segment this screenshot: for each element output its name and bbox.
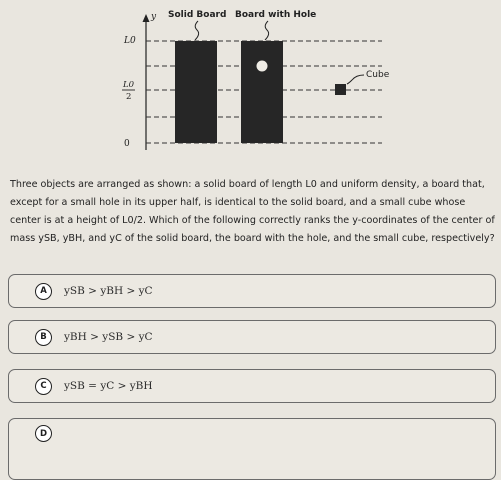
choice-b-letter: B bbox=[35, 329, 52, 346]
choice-b[interactable] bbox=[8, 320, 496, 354]
leader-hole bbox=[265, 21, 269, 40]
hole bbox=[257, 61, 268, 72]
label-cube: Cube bbox=[366, 70, 390, 80]
choice-c[interactable] bbox=[8, 369, 496, 403]
leader-solid bbox=[195, 21, 199, 40]
leader-cube bbox=[347, 75, 364, 84]
choice-d[interactable] bbox=[8, 418, 496, 480]
choice-a[interactable] bbox=[8, 274, 496, 308]
cube bbox=[335, 84, 346, 95]
tick-l0: L0 bbox=[124, 36, 136, 46]
choice-a-text: ySB > yBH > yC bbox=[64, 285, 153, 297]
figure-diagram bbox=[0, 0, 501, 170]
solid-board bbox=[175, 41, 217, 143]
board-with-hole bbox=[241, 41, 283, 143]
tick-l0-half-num: L0 bbox=[123, 80, 135, 90]
question-text: Three objects are arranged as shown: a solid board of length L0 and uniform density, a board that, except for a small hole in its upper half, is identical to the solid board, and a small cube whose center is at a height of L0/2. Which of the following correctly ranks the y-coordinates of the center of mass ySB, yBH, and yC of the solid board, the board with the hole, and the small cube, respectively? bbox=[10, 179, 495, 244]
tick-zero: 0 bbox=[124, 139, 130, 149]
choice-c-text: ySB = yC > yBH bbox=[64, 380, 153, 392]
y-axis-label: y bbox=[151, 12, 157, 22]
tick-l0-half-den: 2 bbox=[126, 92, 132, 102]
choice-c-letter: C bbox=[35, 378, 52, 395]
choice-a-letter: A bbox=[35, 283, 52, 300]
label-solid-board: Solid Board bbox=[168, 10, 227, 20]
y-axis-arrow bbox=[143, 14, 150, 22]
label-board-with-hole: Board with Hole bbox=[235, 10, 317, 20]
choice-b-text: yBH > ySB > yC bbox=[64, 331, 153, 343]
choice-d-letter: D bbox=[35, 425, 52, 442]
